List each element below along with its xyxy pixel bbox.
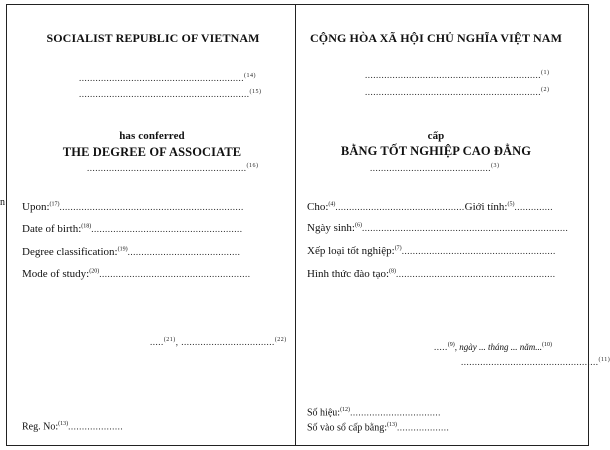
so-vao-so-label: Số vào sổ cấp bằng: bbox=[307, 422, 387, 434]
field-dots: ................................................................... bbox=[59, 202, 244, 212]
sign-date-dots: , .................................. bbox=[175, 337, 275, 347]
left-heading: SOCIALIST REPUBLIC OF VIETNAM bbox=[46, 31, 260, 45]
left-reg-no bbox=[22, 421, 123, 432]
so-vao-so-dots: ................... bbox=[397, 422, 450, 433]
right-line-2-ref: (2) bbox=[541, 87, 550, 93]
field-label: Upon: bbox=[22, 201, 50, 213]
left-line-1-ref: (14) bbox=[244, 73, 256, 79]
right-field-cho bbox=[307, 201, 553, 213]
left-line-2-ref: (15) bbox=[249, 89, 262, 95]
sign-date-ref: (22) bbox=[274, 337, 287, 343]
sign-ref: (11) bbox=[598, 357, 610, 363]
right-line-1-ref: (1) bbox=[541, 70, 550, 76]
field-ref: (20) bbox=[89, 268, 100, 275]
stray-character: n bbox=[0, 197, 5, 208]
right-line-3 bbox=[370, 163, 500, 173]
page-divider bbox=[295, 4, 296, 446]
field-ref: (18) bbox=[81, 223, 92, 230]
right-line-1-dots: ................................................................ bbox=[365, 70, 541, 80]
right-line-3-ref: (3) bbox=[491, 163, 500, 169]
sign-place-ref: (21) bbox=[163, 337, 176, 343]
left-line-1-dots: ............................................................ bbox=[79, 73, 244, 83]
right-line-2-dots: ................................................................ bbox=[365, 87, 541, 97]
right-so-vao-so bbox=[307, 422, 449, 433]
left-degree-title: THE DEGREE OF ASSOCIATE bbox=[62, 145, 242, 159]
field-dots: ........................................................................... bbox=[361, 223, 569, 233]
so-vao-so-ref: (13) bbox=[387, 422, 397, 428]
field-dots-gioi-tinh: .............. bbox=[514, 202, 553, 212]
left-line-3 bbox=[87, 163, 259, 173]
date-place-dots: ..... bbox=[434, 342, 448, 352]
field-ref-gioi-tinh: (5) bbox=[507, 201, 515, 208]
left-conferred: has conferred bbox=[119, 130, 185, 142]
date-place-ref: (9) bbox=[447, 342, 455, 348]
right-date-line bbox=[434, 342, 552, 352]
field-label: Ngày sinh: bbox=[307, 222, 355, 234]
so-hieu-dots: ................................. bbox=[350, 407, 441, 418]
right-degree-title: BẰNG TỐT NGHIỆP CAO ĐẲNG bbox=[340, 144, 532, 158]
field-label: Mode of study: bbox=[22, 268, 90, 280]
field-ref: (4) bbox=[328, 201, 336, 208]
left-line-3-ref: (16) bbox=[246, 163, 259, 169]
field-ref: (17) bbox=[49, 201, 60, 208]
date-ref: (10) bbox=[542, 342, 552, 348]
so-hieu-ref: (12) bbox=[340, 407, 351, 413]
left-line-3-dots: .......................................................... bbox=[87, 163, 247, 173]
field-label: Cho: bbox=[307, 201, 329, 213]
left-sign-line bbox=[150, 337, 287, 347]
right-line-3-dots: ............................................ bbox=[370, 163, 491, 173]
right-field-xep-loai bbox=[307, 245, 556, 257]
left-field-degree-classification bbox=[22, 246, 240, 258]
left-field-date-of-birth bbox=[22, 223, 243, 235]
right-field-ngay-sinh bbox=[307, 222, 568, 234]
reg-no-label: Reg. No: bbox=[22, 421, 59, 433]
left-field-mode-of-study bbox=[22, 268, 250, 280]
reg-no-ref: (13) bbox=[58, 421, 69, 427]
field-dots: ......................................... bbox=[127, 247, 241, 257]
field-dots: ............................................... bbox=[335, 202, 465, 212]
right-cap: cấp bbox=[427, 130, 445, 142]
field-label-gioi-tinh: Giới tính: bbox=[464, 201, 508, 213]
field-dots: ........................................................ bbox=[401, 246, 556, 256]
sign-dots: .................................................. bbox=[461, 357, 599, 367]
reg-no-dots: .................... bbox=[68, 421, 124, 432]
field-ref: (19) bbox=[117, 246, 128, 253]
right-heading: CỘNG HÒA XÃ HỘI CHỦ NGHĨA VIỆT NAM bbox=[310, 31, 562, 45]
right-line-2 bbox=[365, 87, 550, 97]
field-label: Date of birth: bbox=[22, 223, 82, 235]
sign-place-dots: ..... bbox=[150, 337, 164, 347]
right-so-hieu bbox=[307, 407, 441, 418]
field-ref: (8) bbox=[389, 268, 397, 275]
field-ref: (6) bbox=[354, 222, 362, 229]
field-dots: ....................................................... bbox=[99, 269, 251, 279]
field-ref: (7) bbox=[394, 245, 402, 252]
field-dots: .......................................................... bbox=[396, 269, 556, 279]
date-text: , ngày ... tháng ... năm... bbox=[454, 342, 542, 352]
field-label: Degree classification: bbox=[22, 246, 118, 258]
right-line-1 bbox=[365, 70, 550, 80]
right-field-hinh-thuc bbox=[307, 268, 556, 280]
so-hieu-label: Số hiệu: bbox=[307, 407, 341, 419]
left-line-2-dots: .............................................................. bbox=[79, 89, 250, 99]
field-label: Hình thức đào tạo: bbox=[307, 268, 390, 280]
field-dots: ....................................................... bbox=[91, 224, 243, 234]
left-line-2 bbox=[79, 89, 262, 99]
left-line-1 bbox=[79, 73, 256, 83]
left-field-upon bbox=[22, 201, 244, 213]
right-sign-line bbox=[461, 357, 610, 367]
field-label: Xếp loại tốt nghiệp: bbox=[307, 245, 395, 257]
